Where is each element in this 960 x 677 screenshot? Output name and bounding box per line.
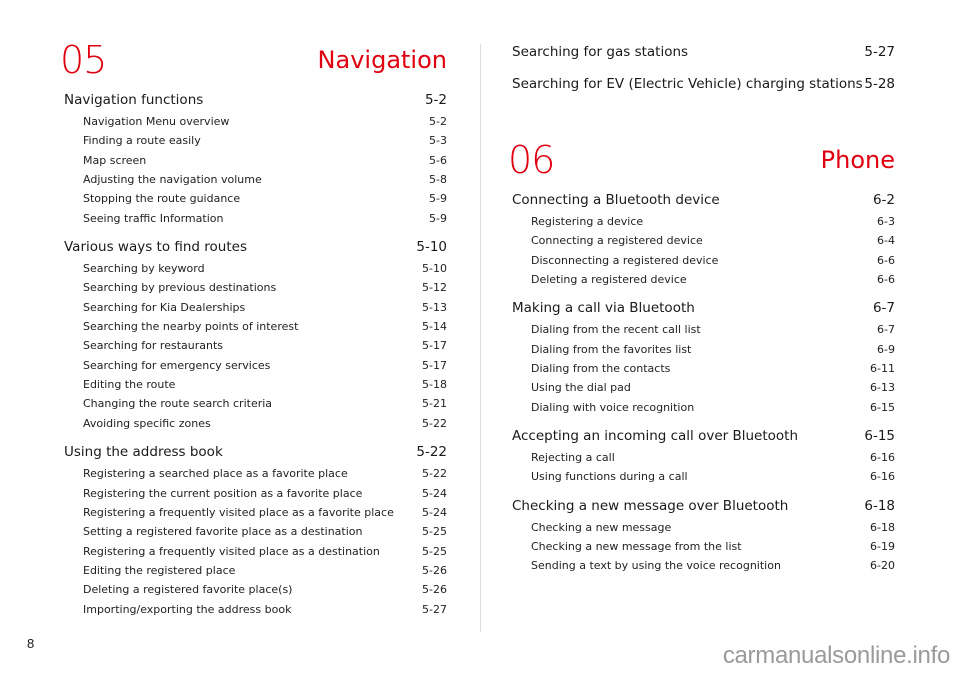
toc-item-page: 5-26: [422, 583, 447, 597]
chapter-number: 05: [60, 38, 107, 82]
toc-entry-label: Searching for gas stations: [512, 44, 689, 60]
toc-section-page: 5-10: [416, 239, 447, 256]
toc-item-label: Checking a new message from the list: [531, 540, 742, 554]
toc-item-label: Registering a frequently visited place as a destination: [83, 544, 380, 558]
toc-item[interactable]: [64, 394, 447, 413]
toc-item-page: 5-24: [422, 505, 447, 519]
toc-item-page: 6-6: [877, 273, 895, 287]
toc-item-page: 5-24: [422, 486, 447, 500]
continued-items: [512, 0, 895, 136]
toc-item-label: Searching the nearby points of interest: [83, 320, 299, 334]
chapter-title: Phone: [820, 146, 895, 174]
toc-item[interactable]: [512, 231, 895, 250]
toc-entry[interactable]: [512, 72, 895, 104]
toc-entry-label: Searching for EV (Electric Vehicle) charging stations: [512, 76, 863, 92]
chapter-05-column: [60, 36, 447, 619]
toc-item[interactable]: [64, 484, 447, 503]
toc-item[interactable]: [512, 537, 895, 556]
toc-item-label: Dialing from the favorites list: [531, 342, 692, 356]
toc-section[interactable]: [512, 296, 895, 320]
toc-item-page: 6-20: [870, 559, 895, 573]
toc-section-page: 6-15: [864, 428, 895, 445]
toc-section[interactable]: [64, 235, 447, 259]
toc-item-label: Importing/exporting the address book: [83, 602, 292, 616]
toc-item-page: 6-19: [870, 540, 895, 554]
toc-entry[interactable]: [512, 40, 895, 72]
toc-item-label: Searching by previous destinations: [83, 281, 277, 295]
toc-item-page: 6-6: [877, 253, 895, 267]
toc-item-page: 5-22: [422, 467, 447, 481]
toc-item-label: Stopping the route guidance: [83, 192, 241, 206]
toc-section[interactable]: [512, 188, 895, 212]
toc-item[interactable]: [64, 336, 447, 355]
toc-section-page: 5-2: [424, 92, 447, 108]
toc-section-label: Various ways to find routes: [64, 239, 247, 256]
toc-item-label: Editing the registered place: [83, 563, 236, 577]
page-number: 8: [27, 636, 35, 651]
toc-item-label: Searching for emergency services: [83, 358, 271, 372]
toc-entry-page: 5-28: [864, 76, 895, 92]
toc-item-page: 5-21: [422, 397, 447, 411]
toc-item[interactable]: [512, 518, 895, 537]
toc-item-label: Finding a route easily: [83, 134, 201, 148]
toc-item[interactable]: [512, 251, 895, 270]
toc-item[interactable]: [64, 189, 447, 208]
toc-item[interactable]: [64, 600, 447, 619]
toc-entry-page: 5-27: [864, 44, 895, 60]
toc-item-page: 5-3: [429, 134, 447, 148]
toc-item-page: 6-4: [877, 234, 895, 248]
toc-section-page: 6-7: [872, 300, 895, 317]
toc-item-page: 6-15: [870, 400, 895, 414]
chapter-number: 06: [508, 138, 555, 182]
watermark: carmanualsonline.info: [722, 642, 950, 669]
toc-item-page: 6-3: [877, 215, 895, 228]
chapter-sections: [512, 188, 895, 576]
toc-section-page: 6-2: [872, 192, 895, 208]
toc-item-page: 5-17: [422, 358, 447, 372]
toc-item[interactable]: [512, 556, 895, 575]
toc-item-page: 5-9: [429, 192, 447, 206]
toc-item-page: 5-13: [422, 300, 447, 314]
toc-item-label: Searching for restaurants: [83, 339, 224, 353]
toc-item-page: 6-16: [870, 470, 895, 484]
toc-item-page: 5-26: [422, 563, 447, 577]
toc-item[interactable]: [512, 398, 895, 417]
toc-item-page: 6-7: [877, 323, 895, 337]
toc-item[interactable]: [64, 561, 447, 580]
toc-item-label: Seeing traffic Information: [83, 211, 224, 225]
toc-item[interactable]: [64, 464, 447, 483]
toc-item-page: 5-25: [422, 544, 447, 558]
toc-item[interactable]: [64, 542, 447, 561]
toc-item-label: Using functions during a call: [531, 470, 688, 484]
toc-item[interactable]: [64, 356, 447, 375]
toc-section-label: Making a call via Bluetooth: [512, 300, 695, 317]
toc-item[interactable]: [512, 320, 895, 339]
toc-item-page: 5-18: [422, 378, 447, 392]
toc-section[interactable]: [64, 88, 447, 112]
toc-item-page: 5-27: [422, 602, 447, 616]
toc-section-label: Navigation functions: [64, 92, 204, 108]
toc-section-label: Accepting an incoming call over Bluetooth: [512, 428, 799, 445]
toc-item-page: 5-8: [429, 173, 447, 187]
toc-item-label: Editing the route: [83, 378, 176, 392]
toc-item-label: Searching by keyword: [83, 262, 205, 276]
toc-item[interactable]: [512, 212, 895, 231]
toc-item-label: Registering a device: [531, 215, 644, 228]
chapter-title: Navigation: [317, 46, 447, 74]
toc-item-page: 5-6: [429, 153, 447, 167]
toc-item[interactable]: [64, 522, 447, 541]
chapter-header: [508, 136, 895, 188]
toc-item-page: 5-10: [422, 262, 447, 276]
toc-item-page: 5-9: [429, 211, 447, 225]
toc-item-label: Registering the current position as a favorite place: [83, 486, 363, 500]
toc-section-label: Connecting a Bluetooth device: [512, 192, 720, 208]
toc-item[interactable]: [64, 131, 447, 150]
toc-item-label: Rejecting a call: [531, 451, 615, 465]
toc-item-label: Setting a registered favorite place as a destination: [83, 525, 363, 539]
toc-item-page: 6-9: [877, 342, 895, 356]
toc-item-label: Registering a frequently visited place as a favorite place: [83, 505, 394, 519]
toc-section-label: Using the address book: [64, 444, 223, 461]
toc-item-label: Deleting a registered device: [531, 273, 687, 287]
toc-item-page: 5-17: [422, 339, 447, 353]
toc-item[interactable]: [64, 375, 447, 394]
toc-item[interactable]: [64, 298, 447, 317]
toc-item-label: Deleting a registered favorite place(s): [83, 583, 293, 597]
chapter-06-column: [508, 0, 895, 576]
toc-section[interactable]: [512, 494, 895, 518]
toc-item-label: Disconnecting a registered device: [531, 253, 719, 267]
toc-item-label: Registering a searched place as a favorite place: [83, 467, 348, 481]
toc-item-label: Avoiding specific zones: [83, 416, 211, 430]
toc-item[interactable]: [64, 151, 447, 170]
toc-item-page: 5-12: [422, 281, 447, 295]
toc-item-label: Dialing from the recent call list: [531, 323, 701, 337]
chapter-header: [60, 36, 447, 88]
toc-section[interactable]: [512, 424, 895, 448]
toc-item-page: 5-25: [422, 525, 447, 539]
toc-item[interactable]: [64, 209, 447, 228]
chapter-sections: [64, 88, 447, 619]
toc-item-page: 6-13: [870, 381, 895, 395]
toc-item-page: 6-11: [870, 362, 895, 376]
toc-item-label: Connecting a registered device: [531, 234, 703, 248]
toc-section[interactable]: [64, 440, 447, 464]
toc-section-label: Checking a new message over Bluetooth: [512, 497, 789, 514]
toc-item-label: Using the dial pad: [531, 381, 631, 395]
toc-item[interactable]: [64, 259, 447, 278]
toc-item-page: 5-2: [429, 115, 447, 128]
toc-item-label: Map screen: [83, 153, 147, 167]
column-divider: [480, 44, 481, 632]
toc-item[interactable]: [512, 270, 895, 289]
toc-section-page: 6-18: [864, 497, 895, 514]
toc-item[interactable]: [64, 580, 447, 599]
toc-item[interactable]: [64, 278, 447, 297]
toc-item[interactable]: [64, 503, 447, 522]
toc-item[interactable]: [512, 467, 895, 486]
toc-item-label: Checking a new message: [531, 520, 672, 534]
toc-section-page: 5-22: [416, 444, 447, 461]
toc-item-label: Dialing from the contacts: [531, 362, 671, 376]
toc-item-label: Dialing with voice recognition: [531, 400, 695, 414]
toc-item[interactable]: [64, 170, 447, 189]
toc-item[interactable]: [512, 340, 895, 359]
toc-item-page: 6-18: [870, 520, 895, 534]
toc-item[interactable]: [512, 359, 895, 378]
toc-item-label: Navigation Menu overview: [83, 115, 230, 128]
toc-item[interactable]: [64, 414, 447, 433]
toc-item[interactable]: [512, 448, 895, 467]
toc-item-page: 5-22: [422, 416, 447, 430]
toc-item[interactable]: [64, 317, 447, 336]
toc-item-label: Sending a text by using the voice recognition: [531, 559, 781, 573]
toc-item-page: 5-14: [422, 320, 447, 334]
toc-item-label: Searching for Kia Dealerships: [83, 300, 246, 314]
toc-item-page: 6-16: [870, 451, 895, 465]
toc-item-label: Adjusting the navigation volume: [83, 173, 262, 187]
toc-item-label: Changing the route search criteria: [83, 397, 273, 411]
toc-item[interactable]: [64, 112, 447, 131]
toc-item[interactable]: [512, 378, 895, 397]
